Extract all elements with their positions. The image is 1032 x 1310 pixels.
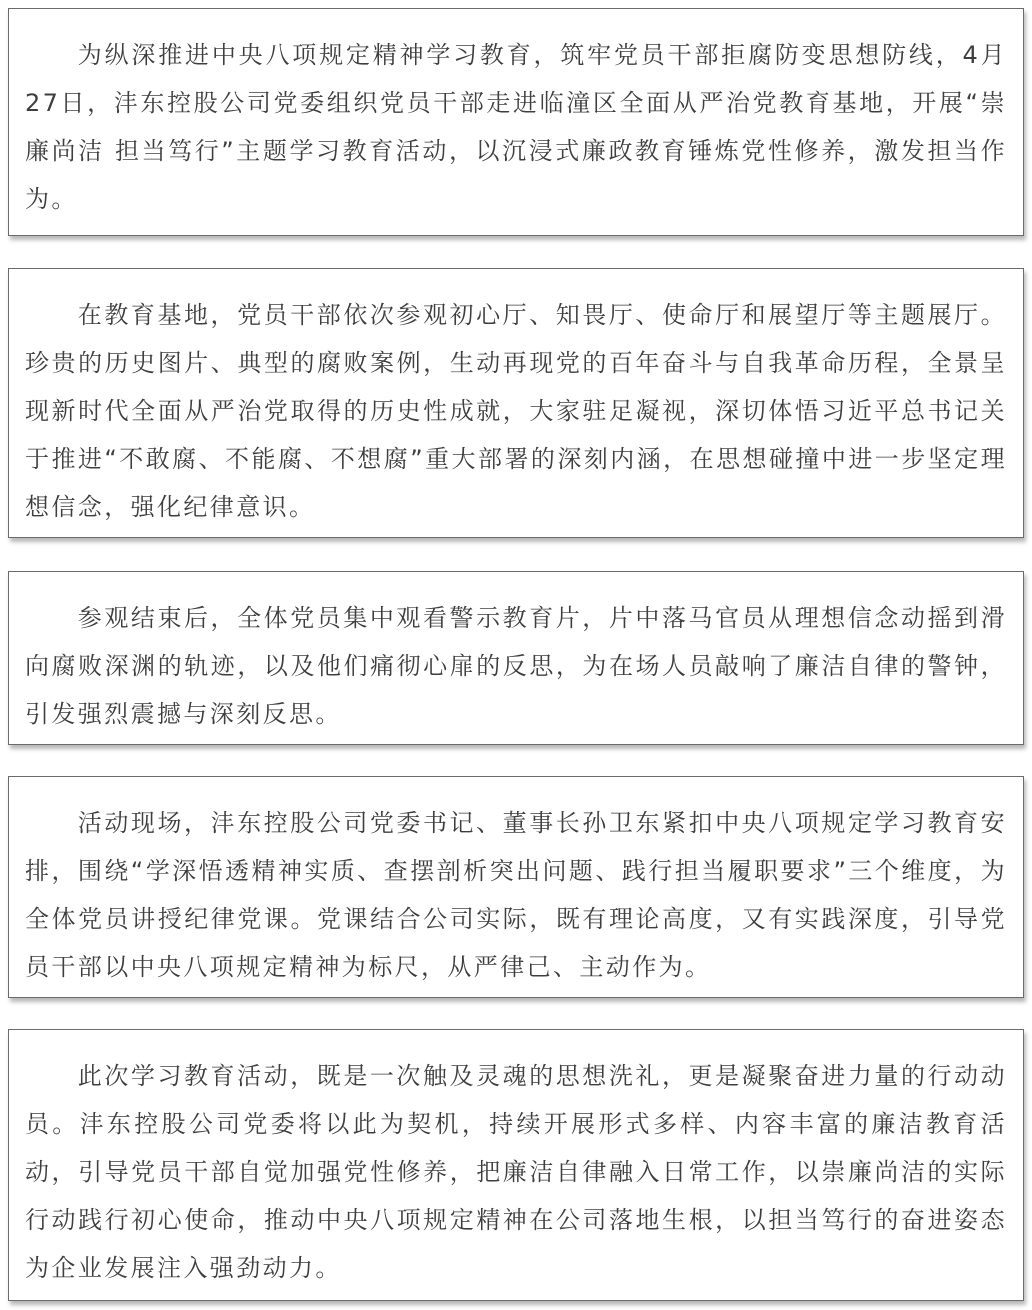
paragraph-text: 参观结束后，全体党员集中观看警示教育片，片中落马官员从理想信念动摇到滑向腐败深渊的轨迹，以及他们痛彻心扉的反思，为在场人员敲响了廉洁自律的警钟，引发强烈震撼与深刻反思。 [25,604,1007,728]
paragraph-card [8,776,1024,998]
paragraph-text: 此次学习教育活动，既是一次触及灵魂的思想洗礼，更是凝聚奋进力量的行动动员。沣东控股公司党委将以此为契机，持续开展形式多样、内容丰富的廉洁教育活动，引导党员干部自觉加强党性修养，把廉洁自律融入日常工作，以崇廉尚洁的实际行动践行初心使命，推动中央八项规定精神在公司落地生根，以担当笃行的奋进姿态为企业发展注入强劲动力。 [25,1062,1007,1282]
paragraph-card [8,8,1024,236]
paragraph-card [8,268,1024,538]
paragraph-text: 在教育基地，党员干部依次参观初心厅、知畏厅、使命厅和展望厅等主题展厅。珍贵的历史图片、典型的腐败案例，生动再现党的百年奋斗与自我革命历程，全景呈现新时代全面从严治党取得的历史性成就，大家驻足凝视，深切体悟习近平总书记关于推进“不敢腐、不能腐、不想腐”重大部署的深刻内涵，在思想碰撞中进一步坚定理想信念，强化纪律意识。 [25,301,1007,521]
paragraph-text: 为纵深推进中央八项规定精神学习教育，筑牢党员干部拒腐防变思想防线，4月27日，沣东控股公司党委组织党员干部走进临潼区全面从严治党教育基地，开展“崇廉尚洁 担当笃行”主题学习教育活动，以沉浸式廉政教育锤炼党性修养，激发担当作为。 [25,41,1007,213]
paragraph-text: 活动现场，沣东控股公司党委书记、董事长孙卫东紧扣中央八项规定学习教育安排，围绕“学深悟透精神实质、查摆剖析突出问题、践行担当履职要求”三个维度，为全体党员讲授纪律党课。党课结合公司实际，既有理论高度，又有实践深度，引导党员干部以中央八项规定精神为标尺，从严律己、主动作为。 [25,809,1007,981]
paragraph-card [8,1029,1024,1301]
paragraph-card [8,571,1024,745]
